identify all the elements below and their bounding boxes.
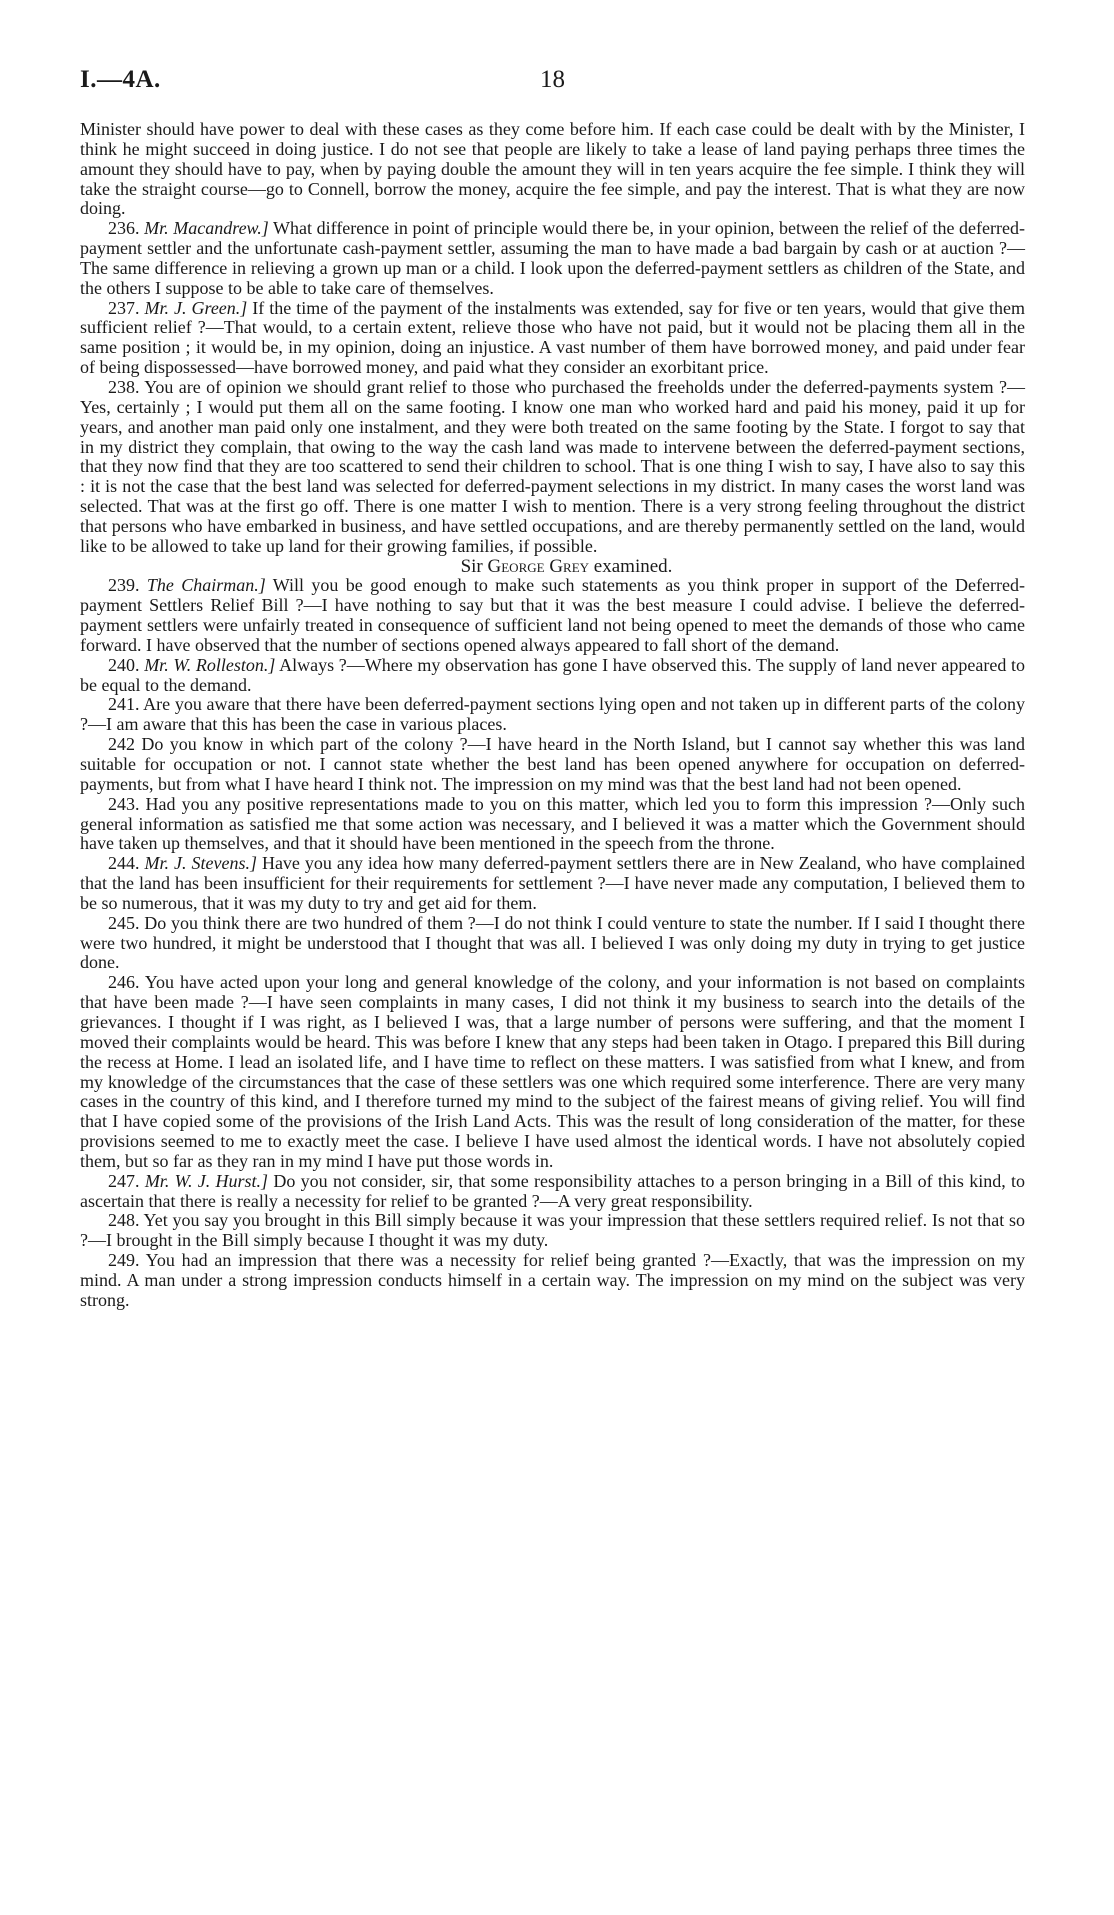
question-paragraph <box>80 378 1025 557</box>
question-number: 246. <box>108 972 140 993</box>
question-paragraph <box>80 1251 1025 1311</box>
page-number: 18 <box>540 66 565 93</box>
question-text: Always ?—Where my observation has gone I have observed this. The supply of land never appeared to be equal to the demand. <box>80 654 1026 695</box>
question-number: 240. <box>108 654 140 675</box>
question-text: Do you not consider, sir, that some responsibility attaches to a person bringing in a Bill of this kind, to ascertain that there is really a necessity for relief to be granted ?—A very great responsibility. <box>80 1170 1026 1211</box>
question-paragraph <box>80 1211 1025 1251</box>
question-text: You had an impression that there was a necessity for relief being granted ?—Exactly, that was the impression on my mind. A man under a strong impression conducts himself in a certain way. The impression on my mind on the subject was very strong. <box>80 1250 1025 1310</box>
question-paragraph <box>80 1172 1025 1212</box>
witness-name: George Grey <box>487 555 590 577</box>
question-text: If the time of the payment of the instalments was extended, say for five or ten years, would that give them sufficient relief ?—That would, to a certain extent, relieve those who have not paid, but it would not be placing them all in the same position ; it would be, in my opinion, doing an injustice. A vast number of them have borrowed money, and paid under fear of being dispossessed—have borrowed money, and paid what they consider an exorbitant price. <box>80 297 1026 378</box>
question-text: Do you know in which part of the colony ?—I have heard in the North Island, but I cannot say whether this was land suitable for occupation or not. I cannot state whether the best land has been opened anywhere for occupation on deferred-payments, but from what I have heard I think not. The impression on my mind was that the best land had not been opened. <box>80 734 1025 794</box>
question-number: 244. <box>108 853 140 874</box>
speaker-name: Mr. W. J. Hurst.] <box>144 1170 269 1191</box>
testimony-section-1 <box>80 219 1025 556</box>
page-header <box>80 66 1025 98</box>
speaker-name: Mr. J. Green.] <box>144 297 248 318</box>
question-number: 241. <box>108 694 140 715</box>
question-text: Are you aware that there have been deferred-payment sections lying open and not taken up in different parts of the colony ?—I am aware that this has been the case in various places. <box>80 694 1025 735</box>
question-paragraph <box>80 735 1025 795</box>
question-number: 237. <box>108 297 140 318</box>
question-text: Have you any idea how many deferred-payment settlers there are in New Zealand, who have complained that the land has been insufficient for their requirements for settlement ?—I have never made any computation, I believed them to be so numerous, that it was my duty to try and get aid for them. <box>80 853 1025 913</box>
question-paragraph <box>80 656 1025 696</box>
question-number: 238. <box>108 376 140 397</box>
section-heading <box>80 557 1025 577</box>
question-paragraph <box>80 973 1025 1171</box>
question-paragraph <box>80 219 1025 298</box>
opening-paragraph: Minister should have power to deal with these cases as they come before him. If each case could be dealt with by the Minister, I think he might succeed in doing justice. I do not see that people are likely to take a lease of land paying perhaps three times the amount they should have to pay, when by paying double the amount they will in ten years acquire the fee simple. I think they will take the straight course—go to Connell, borrow the money, acquire the fee simple, and pay the interest. That is what they are now doing. <box>80 119 1025 219</box>
question-text: Had you any positive representations made to you on this matter, which led you to form this impression ?—Only such general information as satisfied me that some action was necessary, and I believed it was a matter which the Government should have taken up themselves, and that it should have been mentioned in the speech from the throne. <box>80 793 1025 854</box>
question-text: You have acted upon your long and general knowledge of the colony, and your information is not based on complaints that have been made ?—I have seen complaints in many cases, I did not think it my business to search into the details of the grievances. I thought if I was right, as I believed I was, that a large number of persons were suffering, and that the moment I moved their complaints would be heard. This was before I knew that any steps had been taken in Otago. I prepared this Bill during the recess at Home. I lead an isolated life, and I have time to reflect on these matters. I was satisfied from what I knew, and from my knowledge of the circumstances that the case of these settlers was one which required some interference. There are very many cases in the country of this kind, and I therefore turned my mind to the subject of the fairest means of giving relief. You will find that I have copied some of the provisions of the Irish Land Acts. This was the result of long consideration of the matter, for these provisions seemed to me to exactly meet the case. I believe I have used almost the identical words. I have not absolutely copied them, but so far as they ran in my mind I have put those words in. <box>80 972 1025 1171</box>
question-number: 242 <box>108 734 135 755</box>
question-text: Do you think there are two hundred of them ?—I do not think I could venture to state the number. If I said I thought there were two hundred, it might be understood that I thought that was all. I believed I was only doing my duty in trying to get justice done. <box>80 912 1025 973</box>
question-paragraph <box>80 795 1025 855</box>
question-number: 243. <box>108 793 140 814</box>
question-number: 236. <box>108 218 140 239</box>
question-number: 248. <box>108 1210 140 1231</box>
testimony-section-2 <box>80 576 1025 1310</box>
speaker-name: Mr. W. Rolleston.] <box>144 654 276 675</box>
speaker-name: Mr. J. Stevens.] <box>144 853 257 874</box>
question-paragraph <box>80 914 1025 974</box>
question-text: What difference in point of principle would there be, in your opinion, between the relief of the deferred-payment settler and the unfortunate cash-payment settler, assuming the man to have made a bad bargain by cash or at auction ?—The same difference in relieving a grown up man or a child. I look upon the deferred-payment settlers as children of the State, and the others I suppose to be able to take care of themselves. <box>80 218 1026 298</box>
question-text: You are of opinion we should grant relief to those who purchased the freeholds under the deferred-payments system ?—Yes, certainly ; I would put them all on the same footing. I know one man who worked hard and paid his money, paid it up for years, and another man paid only one instalment, and they were both treated on the same footing by the State. I forgot to say that in my district they complain, that owing to the way the cash land was made to intervene between the deferred-payment sections, that they now find that they are too scattered to send their children to school. That is one thing I wish to say, I have also to say this : it is not the case that the best land was selected for deferred-payment selections in my district. In many cases the worst land was selected. That was at the first go off. There is one matter I wish to mention. There is a very strong feeling throughout the district that persons who have embarked in business, and have settled occupations, and are thereby permanently settled on the land, would like to be allowed to take up land for their growing families, if possible. <box>80 376 1025 556</box>
question-number: 249. <box>108 1250 140 1271</box>
question-text: Will you be good enough to make such statements as you think proper in support of the Deferred-payment Settlers Relief Bill ?—I have nothing to say but that it was the best measure I could advise. I believe the deferred-payment settlers were unfairly treated in consequence of sufficient land not being opened to meet the demands of those who came forward. I have observed that the number of sections opened always appeared to fall short of the demand. <box>80 575 1025 655</box>
question-number: 247. <box>108 1170 140 1191</box>
question-paragraph <box>80 854 1025 914</box>
question-paragraph <box>80 695 1025 735</box>
document-reference: I.—4A. <box>80 66 161 93</box>
heading-prefix: Sir <box>460 555 488 577</box>
question-number: 239. <box>108 575 140 596</box>
question-text: Yet you say you brought in this Bill simply because it was your impression that these settlers required relief. Is not that so ?—I brought in the Bill simply because I thought it was my duty. <box>80 1210 1025 1251</box>
question-paragraph <box>80 299 1025 378</box>
question-paragraph <box>80 576 1025 655</box>
question-number: 245. <box>108 912 140 933</box>
speaker-name: The Chairman.] <box>146 575 266 596</box>
speaker-name: Mr. Macandrew.] <box>144 218 269 239</box>
heading-suffix: examined. <box>589 555 673 577</box>
document-body <box>80 120 1025 1311</box>
